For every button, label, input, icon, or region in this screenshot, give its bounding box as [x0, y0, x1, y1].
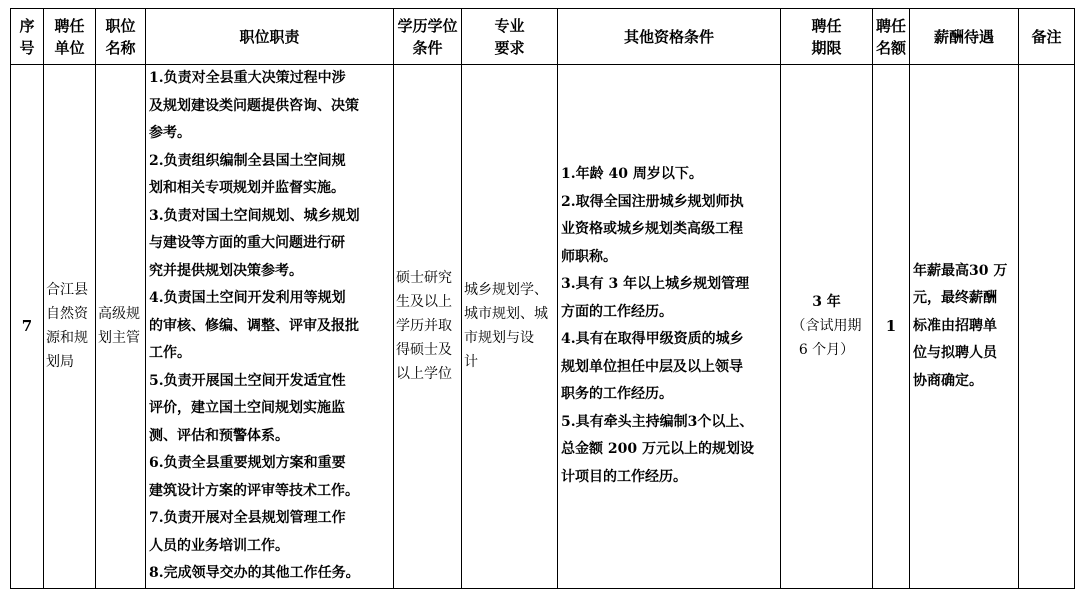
salary-line: 元，最终薪酬	[913, 290, 997, 306]
header-unit-l1: 聘任	[54, 16, 85, 35]
header-major-l2: 要求	[494, 38, 525, 57]
duty-line: 5.负责开展国土空间开发适宜性	[149, 372, 346, 389]
header-salary	[910, 9, 1019, 65]
duty-line: 8.完成领导交办的其他工作任务。	[149, 565, 360, 581]
duty-line: 3.负责对国土空间规划、城乡规划	[149, 207, 360, 224]
education-line: 生及以上	[396, 294, 452, 311]
duty-line: 及规划建设类问题提供咨询、决策	[149, 97, 359, 114]
header-position	[96, 9, 146, 65]
qualification-line: 计项目的工作经历。	[561, 468, 687, 485]
duty-line: 划和相关专项规划并监督实施。	[149, 180, 345, 196]
duty-line: 6.负责全县重要规划方案和重要	[149, 455, 346, 471]
cell-seq: 7	[11, 65, 44, 589]
education-line: 得硕士及	[396, 342, 452, 359]
qualification-line: 3.具有 3 年以上城乡规划管理	[561, 276, 750, 293]
qualification-line: 规划单位担任中层及以上领导	[561, 358, 743, 375]
education-line: 以上学位	[396, 366, 452, 383]
header-seq	[11, 9, 44, 65]
header-education	[394, 9, 462, 65]
duty-line: 的审核、修编、调整、评审及报批	[149, 317, 359, 334]
recruitment-table	[10, 8, 1075, 589]
cell-qualifications	[558, 65, 781, 589]
cell-term	[781, 65, 873, 589]
qualification-line: 4.具有在取得甲级资质的城乡	[561, 331, 744, 348]
header-education-l1: 学历学位	[397, 16, 458, 35]
salary-line: 标准由招聘单	[913, 317, 997, 334]
duty-line: 评价，建立国土空间规划实施监	[149, 400, 345, 416]
education-line: 学历并取	[396, 318, 452, 335]
header-term-l2: 期限	[811, 38, 842, 57]
position-line: 划主管	[98, 330, 140, 347]
term-main: 3 年	[812, 294, 841, 311]
header-major-l1: 专业	[494, 16, 525, 35]
header-qualifications-l1: 其他资格条件	[623, 27, 714, 46]
cell-quota: 1	[873, 65, 910, 589]
cell-major	[462, 65, 558, 589]
duty-line: 4.负责国土空间开发利用等规划	[149, 290, 346, 306]
header-row	[11, 9, 1075, 65]
header-term-l1: 聘任	[811, 16, 842, 35]
unit-line: 划局	[46, 354, 74, 371]
duty-line: 建筑设计方案的评审等技术工作。	[149, 482, 359, 499]
qualification-line: 师职称。	[561, 248, 617, 265]
duty-line: 工作。	[149, 345, 191, 361]
major-line: 城市规划、城	[464, 306, 548, 323]
qualification-line: 业资格或城乡规划类高级工程	[561, 221, 743, 238]
cell-salary	[910, 65, 1019, 589]
header-remark	[1019, 9, 1075, 65]
unit-line: 源和规	[46, 330, 88, 347]
header-duties	[146, 9, 394, 65]
duty-line: 2.负责组织编制全县国土空间规	[149, 152, 346, 169]
qualification-line: 总金额 200 万元以上的规划设	[561, 441, 754, 458]
header-remark-l1: 备注	[1031, 27, 1062, 46]
term-note-line: 6 个月）	[798, 342, 855, 359]
cell-position	[96, 65, 146, 589]
duty-line: 7.负责开展对全县规划管理工作	[149, 510, 346, 526]
major-line: 计	[464, 354, 478, 371]
qualification-line: 职务的工作经历。	[561, 386, 673, 403]
salary-line: 年薪最高30 万	[913, 262, 1008, 279]
header-education-l2: 条件	[412, 38, 443, 57]
cell-duties	[146, 65, 394, 589]
header-quota-l1: 聘任	[875, 16, 906, 35]
header-term	[781, 9, 873, 65]
cell-education	[394, 65, 462, 589]
qualification-line: 1.年龄 40 周岁以下。	[561, 166, 703, 183]
table-row	[11, 65, 1075, 589]
header-seq-l1: 序	[19, 16, 35, 35]
duty-line: 人员的业务培训工作。	[149, 537, 289, 554]
unit-line: 合江县	[46, 282, 88, 299]
header-duties-l1: 职位职责	[239, 27, 300, 46]
duty-line: 1.负责对全县重大决策过程中涉	[149, 70, 346, 86]
salary-line: 位与拟聘人员	[913, 345, 997, 361]
header-salary-l1: 薪酬待遇	[933, 27, 994, 46]
qualification-line: 方面的工作经历。	[561, 303, 673, 320]
position-line: 高级规	[98, 306, 140, 323]
header-quota-l2: 名额	[875, 38, 906, 57]
duty-line: 与建设等方面的重大问题进行研	[149, 235, 345, 251]
header-position-l2: 名称	[105, 38, 136, 57]
duty-line: 测、评估和预警体系。	[149, 427, 289, 444]
major-line: 城乡规划学、	[464, 282, 548, 299]
major-line: 市规划与设	[464, 330, 534, 347]
header-seq-l2: 号	[19, 38, 35, 57]
header-qualifications	[558, 9, 781, 65]
salary-line: 协商确定。	[913, 372, 983, 389]
unit-line: 自然资	[46, 306, 88, 323]
header-position-l1: 职位	[105, 16, 136, 35]
header-unit-l2: 单位	[54, 38, 85, 57]
cell-remark	[1019, 65, 1075, 589]
header-major	[462, 9, 558, 65]
header-unit	[44, 9, 96, 65]
qualification-line: 2.取得全国注册城乡规划师执	[561, 193, 744, 210]
header-quota	[873, 9, 910, 65]
duty-line: 参考。	[149, 125, 191, 141]
cell-unit	[44, 65, 96, 589]
term-note-line: （含试用期	[791, 318, 862, 335]
qualification-line: 5.具有牵头主持编制3个以上、	[561, 413, 754, 430]
education-line: 硕士研究	[396, 270, 452, 287]
duty-line: 究并提供规划决策参考。	[149, 262, 303, 279]
